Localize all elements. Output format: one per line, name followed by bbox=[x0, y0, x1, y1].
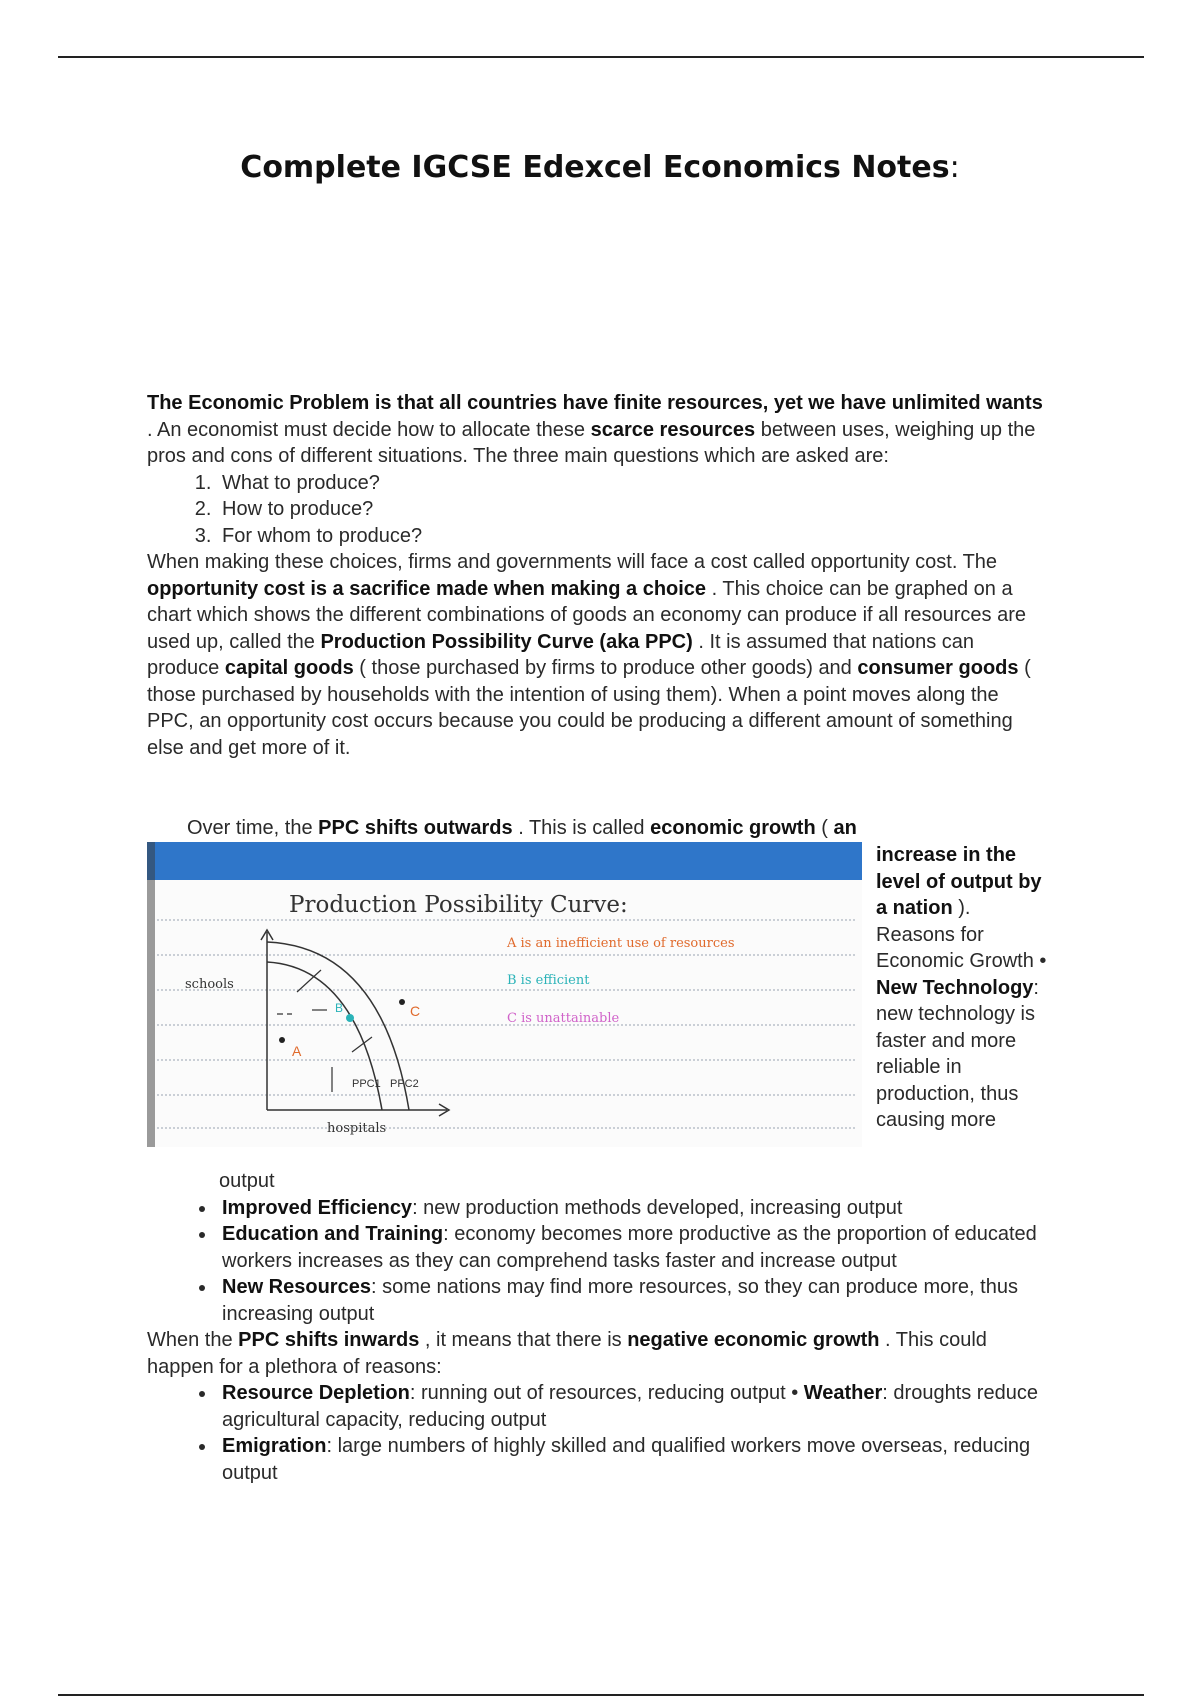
top-rule bbox=[58, 56, 1144, 58]
list-item: • Resource Depletion: running out of resources, reducing output • Weather: droughts reduce agricultural capacity, reducing output bbox=[217, 1380, 1047, 1433]
list-item: 1. What to produce? bbox=[217, 470, 1047, 497]
bottom-rule bbox=[58, 1694, 1144, 1696]
point-c-dot bbox=[399, 999, 405, 1005]
point-a-dot bbox=[279, 1037, 285, 1043]
point-b-label: B bbox=[335, 1001, 344, 1015]
ppc-figure bbox=[147, 842, 862, 1147]
list-item: 3. For whom to produce? bbox=[217, 523, 1047, 550]
intro-paragraph: The Economic Problem is that all countries have finite resources, yet we have unlimited wants . An economist must decide how to allocate these scarce resources between uses, weighing up the pros and cons of different situations. The three main questions which are asked are: bbox=[147, 392, 1043, 467]
y-axis-label: schools bbox=[185, 977, 234, 992]
growth-reasons-section bbox=[147, 1168, 1047, 1486]
growth-reasons-list bbox=[147, 1195, 1047, 1328]
blue-header-band bbox=[147, 842, 862, 880]
x-axis-label: hospitals bbox=[327, 1121, 387, 1136]
page-title: Complete IGCSE Edexcel Economics Notes: bbox=[240, 150, 960, 185]
note-a: A is an inefficient use of resources bbox=[507, 936, 735, 951]
growth-line: Over time, the PPC shifts outwards . This is called economic growth ( an bbox=[187, 817, 857, 839]
ppc-notebook-image bbox=[147, 842, 862, 1147]
ppc1-label: PPC1 bbox=[352, 1078, 381, 1090]
negative-paragraph: When the PPC shifts inwards , it means that there is negative economic growth . This could happen for a plethora of reasons: bbox=[147, 1329, 987, 1378]
list-item: • Education and Training: economy becomes more productive as the proportion of educated workers increases as they can comprehend tasks faster and increase output bbox=[217, 1221, 1047, 1274]
questions-list bbox=[147, 470, 1047, 550]
side-text: increase in the level of output by a nation ). Reasons for Economic Growth • New Technology: new technology is faster and more reliable in production, thus causing more bbox=[876, 844, 1047, 1131]
point-c-label: C bbox=[410, 1003, 421, 1019]
output-word: output bbox=[219, 1170, 275, 1192]
negative-reasons-list bbox=[147, 1380, 1047, 1486]
point-a-label: A bbox=[292, 1043, 302, 1059]
list-item: • Improved Efficiency: new production methods developed, increasing output bbox=[217, 1195, 1047, 1222]
opportunity-paragraph: When making these choices, firms and governments will face a cost called opportunity cost. The opportunity cost is a sacrifice made when making a choice . This choice can be graphed on a chart which shows the different combinations of goods an economy can produce if all resources are used up, called the Production Possibility Curve (aka PPC) . It is assumed that nations can produce capital goods ( those purchased by firms to produce other goods) and consumer goods ( those purchased by households with the intention of using them). When a point moves along the PPC, an opportunity cost occurs because you could be producing a different amount of something else and get more of it. bbox=[147, 551, 1031, 759]
ppc2-label: PPC2 bbox=[390, 1078, 419, 1090]
point-b-dot bbox=[346, 1014, 354, 1022]
list-item: • New Resources: some nations may find more resources, so they can produce more, thus increasing output bbox=[217, 1274, 1047, 1327]
figure-title: Production Possibility Curve: bbox=[289, 892, 628, 918]
list-item: 2. How to produce? bbox=[217, 496, 1047, 523]
list-item: • Emigration: large numbers of highly skilled and qualified workers move overseas, reducing output bbox=[217, 1433, 1047, 1486]
note-c: C is unattainable bbox=[507, 1011, 620, 1026]
intro-section bbox=[147, 390, 1047, 761]
note-b: B is efficient bbox=[507, 973, 590, 988]
